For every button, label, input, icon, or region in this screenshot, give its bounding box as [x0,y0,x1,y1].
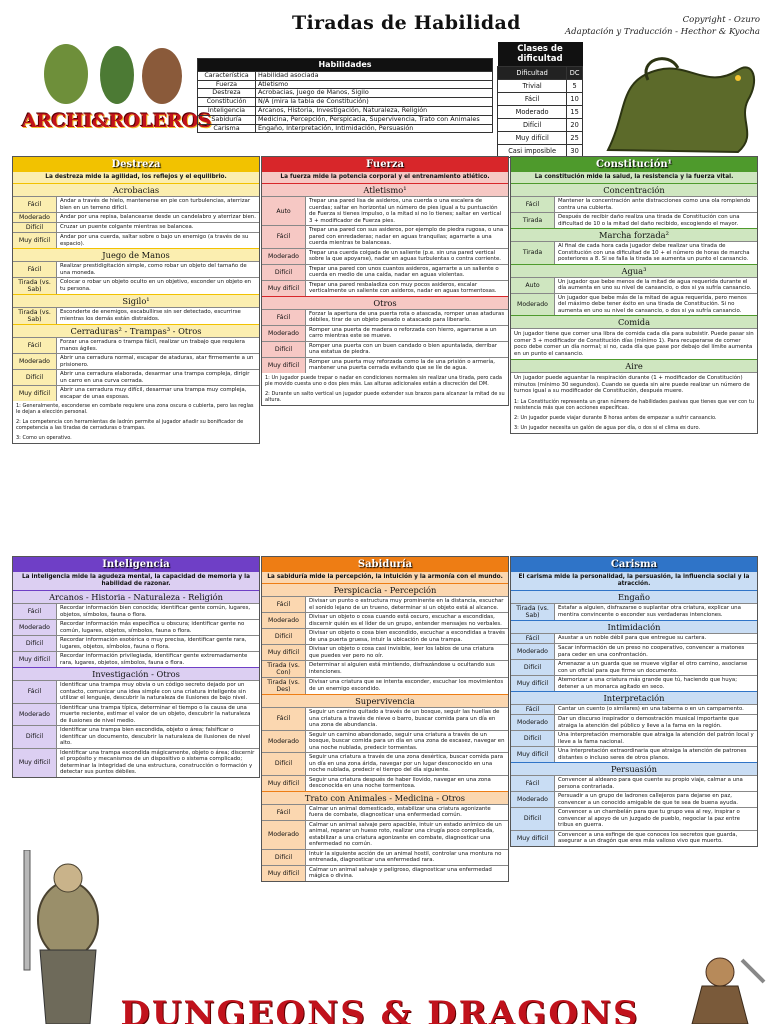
difficulty-row [262,752,508,775]
difficulty-description: Convencer a un chambelán para que tu grupo vea al rey, inspirar o convencer al apoyo de un juzgado de pueblo, negociar la paz entre tribus en guerra. [558,809,740,828]
difficulty-label: Difícil [262,342,306,357]
difficulty-row [511,196,757,212]
difficulty-row [262,849,508,865]
ability-value: Medicina, Percepción, Perspicacia, Supervivencia, Trato con Animales [256,115,493,124]
difficulty-description: Identificar una trampa típica, determinar el tiempo o la causa de una muerte reciente, estimar el valor de un objeto, descubrir la naturaleza de ilusiones de nivel medio. [60,704,251,724]
dc-value: 25 [567,132,583,145]
footnote: 1: Un jugador puede trepar o nadar en condiciones normales sin realizar una tirada, pero cada pie movido cuesta uno o dos pies más. Las alturas adicionales están a discreción del DM. [265,374,502,387]
warrior-illustration [142,48,182,104]
difficulty-label: Difícil [13,726,57,748]
difficulty-label: Tirada (vs. Con) [262,661,306,677]
difficulty-label: Fácil [511,776,555,791]
difficulty-description: Asustar a un noble débil para que entregue su cartera. [558,635,707,641]
difficulty-row [262,644,508,660]
difficulty-description: Abrir una cerradura elaborada, desarmar una trampa compleja, dirigir un carro en una curva cerrada. [60,371,250,384]
difficulty-label: Muy difícil [262,866,306,881]
section-description: La constitución mide la salud, la resistencia y la fuerza vital. [511,172,757,183]
section-description: La inteligencia mide la agudeza mental, la capacidad de memoria y la habilidad de razonar. [13,572,259,590]
difficulty-description: Una interpretación memorable que atraiga la atención del patrón local y lleve a la fama nacional. [558,732,754,745]
difficulty-row [511,791,757,807]
difficulty-label: Fácil [262,708,306,730]
subsection-title: Engaño [511,590,757,603]
difficulty-row [13,277,259,294]
difficulty-label: Moderado [13,354,57,369]
ability-key: Sabiduría [198,115,256,124]
dc-value: 20 [567,119,583,132]
ability-key: Fuerza [198,80,256,89]
page-title: Tiradas de Habilidad [292,12,521,34]
abilities-table [197,58,493,133]
difficulty-row [262,660,508,677]
credits [560,14,760,38]
difficulty-description: Divisar un objeto o cosa bien escondido, escuchar a escondidas a través de una puerta gruesa, intuir la ubicación de una trampa. [309,630,505,643]
section-description: La fuerza mide la potencia corporal y el entrenamiento atlético. [262,172,508,183]
difficulty-description: Cruzar un puente colgante mientras se balancea. [60,224,194,230]
difficulty-row [13,212,259,222]
difficulty-row [13,725,259,748]
difficulty-description: Seguir un camino quitado a través de un bosque, seguir las huellas de una criatura a través de nieve o barro, buscar comida para un día en una zona de abundancia. [309,709,500,728]
difficulty-row [511,704,757,714]
difficulty-row [13,232,259,248]
difficulty-description: Andar por una cuerda, saltar sobre o bajo un enemigo (a través de su espacio). [60,234,249,247]
subsection-title: Comida [511,315,757,328]
difficulty-row [13,353,259,369]
difficulty-row [13,196,259,212]
credit-copyright: Copyright - Ozuro [682,15,760,25]
subsection-title: Intimidación [511,620,757,633]
subsection-title: Marcha forzada² [511,228,757,241]
dc-col-header: DC [567,67,583,80]
dc-value: 10 [567,93,583,106]
difficulty-description: Andar por una repisa, balancearse desde un candelabro y aterrizar bien. [60,214,256,220]
difficulty-label: Difícil [262,850,306,865]
subsection-title: Acrobacias [13,183,259,196]
difficulty-label: Moderado [13,620,57,635]
section-description: La destreza mide la agilidad, los reflejos y el equilibrio. [13,172,259,183]
section-fuerza [261,156,509,406]
difficulty-row [13,703,259,726]
subsection-title: Interpretación [511,691,757,704]
section-inteligencia [12,556,260,778]
difficulty-description: Divisar un objeto o cosa casi invisible, leer los labios de una criatura que puedes ver pero no oír. [309,646,494,659]
difficulty-description: Romper una puerta con un buen candado o bien apuntalada, derribar una estatua de piedra. [309,342,497,355]
difficulty-description: Calmar un animal salvaje pero apacible, intuir un estado anímico de un animal, reparar un hueso roto, realizar una cirugía poco complicada, estabilizar a una criatura agonizante en combate, diagnosticar una enfermedad no común. [309,821,502,847]
difficulty-label: Fácil [511,705,555,714]
section-constitucion [510,156,758,434]
difficulty-label: Muy difícil [262,645,306,660]
difficulty-description: Cantar un cuento (o similares) en una taberna o en un campamento. [558,706,744,712]
difficulty-description: Determinar si alguien está mintiendo, disfrazándose u ocultando sus intenciones. [309,662,495,675]
difficulty-label: Auto [262,197,306,225]
difficulty-label: Moderado [262,731,306,753]
difficulty-label: Difícil [262,753,306,775]
difficulty-label: Muy difícil [511,747,555,762]
difficulty-label: Moderado [262,821,306,849]
subsection-title: Concentración [511,183,757,196]
difficulty-description: Identificar una trampa escondida mágicamente, objeto o área; discernir el propósito y mecanismos de un dispositivo o sistema complicado; determinar la integridad de una estructura, construcción o formación y detectar sus puntos débiles. [60,749,255,775]
difficulty-description: Dar un discurso inspirador o demostración musical importante que atraiga la atención del público y lleve a la fama en la región. [558,716,739,729]
difficulty-label: Difícil [511,808,555,830]
difficulty-description: Divisar un punto o estructura muy prominente en la distancia, escuchar el sonido lejano de un trueno, determinar si un objeto está al alcance. [309,598,504,611]
difficulty-description: Recordar información más específica u obscura; identificar gente no común, lugares, objetos, símbolos, fauna o flora. [60,621,245,634]
difficulty-label: Fácil [262,226,306,248]
abilities-table-title: Habilidades [198,59,493,72]
difficulty-label: Fácil [13,197,57,212]
difficulty-row [511,241,757,264]
difficulty-label: Tirada (vs. Sab) [511,604,555,620]
dungeons-dragons-brand: DUNGEONS & DRAGONS [120,994,640,1024]
difficulty-label: Muy difícil [511,831,555,846]
abilities-col-header: Característica [198,71,256,80]
dc-row [498,119,583,132]
difficulty-description: Trepar una pared con sus asideros, por ejemplo de piedra rugosa, o una pared con enredaderas; nadar en aguas tranquilas; agarrarte a una cuerda mientras te balanceas. [309,227,504,246]
difficulty-description: Colocar o robar un objeto oculto en un objetivo, esconder un objeto en tu persona. [60,279,252,292]
ability-value: Atletismo [256,80,493,89]
difficulty-label: Tirada (vs. Sab) [13,278,57,294]
section-title: Carisma [511,557,757,572]
difficulty-row [511,807,757,830]
difficulty-label: Tirada [511,213,555,228]
difficulty-label: Auto [511,278,555,293]
difficulty-description: Realizar prestidigitación simple, como robar un objeto del tamaño de una moneda. [60,263,247,276]
ability-value: N/A (mira la tabla de Constitución) [256,98,493,107]
subsection-title: Perspicacia - Percepción [262,583,508,596]
difficulty-label: Moderado [262,613,306,628]
difficulty-row [511,714,757,730]
footnote: 1: Generalmente, esconderse en combate requiere una zona oscura o cubierta, pero las reglas le dejan a elección personal. [16,403,254,415]
footnote: 2: La competencia con herramientas de ladrón permite al jugador añadir su bonificador de competencia a las tiradas de cerraduras o trampas. [16,419,244,431]
difficulty-row [511,633,757,643]
footnote: 2: Un jugador puede viajar durante 8 horas antes de empezar a sufrir cansancio. [514,414,717,421]
difficulty-description: Trepar una cuerda colgada de un saliente (p.e. sin una pared vertical sobre la que apoyarse), nadar en aguas turbulentas o contra corriente. [309,249,501,262]
difficulty-label: Muy difícil [511,676,555,691]
section-title: Constitución¹ [511,157,757,172]
difficulty-description: Divisar una criatura que se intenta esconder, escuchar los movimientos de un enemigo escondido. [309,679,504,692]
difficulty-row [13,337,259,353]
dc-table-title: Clases de dificultad [498,42,583,67]
subsection-title: Trato con Animales - Medicina - Otros [262,791,508,804]
difficulty-label: Muy difícil [262,776,306,791]
dwarf-illustration [672,952,768,1024]
difficulty-description: Sacar información de un preso no cooperativo, convencer a matones para ceder en una confrontación. [558,645,745,658]
difficulty-label: Fácil [511,197,555,212]
difficulty-description: Amenazar a un guarda que se mueve vigilar el otro camino, asociarse con un oficial para que firme un documento. [558,661,748,674]
difficulty-row [262,612,508,628]
difficulty-description: Forzar una cerradura o trampa fácil, realizar un trabajo que requiera manos ágiles. [60,339,245,352]
dc-key: Casi imposible [498,145,567,158]
difficulty-row [13,385,259,401]
difficulty-label: Moderado [511,715,555,730]
difficulty-row [511,659,757,675]
difficulty-description: Trepar una pared lisa de asideros, una cuerda o una escalera de cuerdas; saltar en horizontal un número de pies igual a tu puntuación de Fuerza si tienes impulso, o la mitad si no lo tienes; saltar en vertical 3 + modificador de Fuerza pies. [309,198,502,224]
section-destreza [12,156,260,444]
difficulty-label: Muy difícil [13,749,57,777]
difficulty-description: Calmar un animal domesticado, estabilizar una criatura agonizante fuera de combate, diagnosticar una enfermedad común. [309,805,491,818]
section-description: El carisma mide la personalidad, la persuasión, la influencia social y la atracción. [511,572,757,590]
difficulty-label: Fácil [262,805,306,820]
difficulty-row [13,369,259,385]
difficulty-row [511,277,757,293]
difficulty-description: Convencer al aldeano para que cuente su propio viaje, calmar a una persona contrariada. [558,777,743,790]
ability-key: Carisma [198,124,256,133]
difficulty-label: Muy difícil [13,386,57,401]
difficulty-row [13,651,259,667]
difficulty-description: Intuir la siguiente acción de un animal hostil, controlar una montura no entrenada, diagnosticar una enfermedad rara. [309,850,502,863]
difficulty-label: Tirada (vs. Des) [262,678,306,694]
subsection-paragraph: Un jugador puede aguantar la respiración durante (1 + modificador de Constitución) minutos (mínimo 30 segundos). Cuando se queda sin aire puede realizar un número de turnos igual a su modificador de Constitución, después muere. [511,372,757,397]
difficulty-label: Difícil [511,660,555,675]
dc-value: 15 [567,106,583,119]
difficulty-row [262,325,508,341]
difficulty-label: Difícil [13,636,57,651]
difficulty-description: Seguir una criatura después de haber llovido, navegar en una zona desconocida en una noche tormentosa. [309,776,491,789]
ability-row [198,115,493,124]
difficulty-description: Abrir una cerradura normal, escapar de ataduras, atar firmemente a un prisionero. [60,355,254,368]
difficulty-row [13,748,259,777]
difficulty-row [262,196,508,225]
difficulty-label: Tirada [511,242,555,264]
difficulty-description: Forzar la apertura de una puerta rota o atascada, romper unas ataduras débiles, tirar de un objeto pesado o atascado para liberarlo. [309,310,505,323]
difficulty-description: Un jugador que bebe más de la mitad de agua requerida, pero menos del máximo debe tener éxito en una tirada de Constitución. Si no aumenta en uno su nivel de cansancio, o dos si ya sufría cansancio. [558,294,747,314]
dc-key: Muy difícil [498,132,567,145]
difficulty-label: Muy difícil [13,652,57,667]
section-title: Destreza [13,157,259,172]
logo-text: ARCHI&ROLEROS [22,110,212,132]
difficulty-row [262,628,508,644]
difficulty-description: Recordar información bien conocida; identificar gente común, lugares, objetos, símbolos, fauna o flora. [60,605,251,618]
difficulty-label: Moderado [262,249,306,264]
subsection-title: Aire [511,359,757,372]
difficulty-label: Fácil [262,597,306,612]
ability-key: Destreza [198,89,256,98]
difficulty-description: Recordar información esotérica o muy precisa, identificar gente rara, lugares, objetos, símbolos, fauna o flora. [60,637,247,650]
subsection-title: Investigación - Otros [13,667,259,680]
difficulty-description: Seguir un camino abandonado, seguir una criatura a través de un bosque, buscar comida para un día en una zona de escasez, navegar en una noche nublada, predecir tormentas. [309,731,505,751]
dc-col-header: Dificultad [498,67,567,80]
dc-value: 30 [567,145,583,158]
difficulty-description: Calmar un animal salvaje y peligroso, diagnosticar una enfermedad mágica o divina. [309,866,492,879]
difficulty-label: Fácil [13,338,57,353]
ability-value: Acrobacias, Juego de Manos, Sigilo [256,89,493,98]
subsection-title: Arcanos - Historia - Naturaleza - Religión [13,590,259,603]
medusa-illustration [44,44,88,104]
difficulty-row [262,357,508,373]
difficulty-row [262,775,508,791]
difficulty-row [511,746,757,762]
difficulty-label: Moderado [13,213,57,222]
difficulty-description: Identificar una trampa muy obvia o un código secreto dejado por un contacto, comunicar una idea simple con una criatura inteligente sin utilizar el lenguaje, descubrir la naturaleza de ilusiones de bajo nivel. [60,682,248,701]
footnote: 3: Como un operativo. [16,435,72,441]
difficulty-description: Atemorizar a una criatura más grande que tú, haciendo que huya; detener a un monarca agitado en seco. [558,677,738,690]
dragon-illustration [588,40,768,160]
ability-key: Inteligencia [198,106,256,115]
difficulty-row [13,222,259,232]
subsection-title: Persuasión [511,762,757,775]
difficulty-description: Un jugador que bebe menos de la mitad de agua requerida durante el día aumenta en uno su nivel de cansancio, o dos si ya sufría cansancio. [558,278,752,291]
difficulty-label: Difícil [13,370,57,385]
difficulty-description: Identificar una trampa bien escondida, objeto o área; falsificar o identificar un documento, descubrir la naturaleza de ilusiones de nivel alto. [60,727,251,746]
difficulty-row [511,293,757,316]
difficulty-description: Mantener la concentración ante distracciones como una ola rompiendo contra una cubierta. [558,198,751,211]
difficulty-row [262,730,508,753]
difficulty-description: Romper una puerta de madera o reforzada con hierro, agarrarse a un carro mientras este se mueve. [309,326,497,339]
difficulty-label: Difícil [511,731,555,746]
difficulty-row [13,680,259,703]
footnote: 1: La Constitución representa un gran número de habilidades pasivas que tienes que ver con tu resistencia más que con acciones específicas. [514,398,754,411]
difficulty-description: Estafar a alguien, disfrazarse o suplantar otra criatura, explicar una mentira convincente o esconder sus verdaderas intenciones. [558,605,741,618]
difficulty-row [511,830,757,846]
dc-key: Fácil [498,93,567,106]
subsection-title: Supervivencia [262,694,508,707]
difficulty-label: Fácil [13,681,57,703]
difficulty-description: Abrir una cerradura muy difícil, desarmar una trampa muy compleja, escapar de unas esposas. [60,387,247,400]
difficulty-row [13,619,259,635]
difficulty-description: Recordar información privilegiada, identificar gente extremadamente rara, lugares, objetos, símbolos, fauna o flora. [60,653,248,666]
dc-value: 5 [567,80,583,93]
subsection-title: Sigilo¹ [13,294,259,307]
difficulty-description: Seguir una criatura a través de una zona desértica, buscar comida para un día en una zona árida, navegar por un lugar desconocido en una noche nublada, predecir el tiempo del día siguiente. [309,754,504,773]
difficulty-label: Difícil [13,223,57,232]
difficulty-row [262,341,508,357]
difficulty-description: Persuadir a un grupo de ladrones callejeros para dejarse en paz, convencer a un conocido amigable de que te sea de buena ayuda. [558,793,738,806]
section-sabiduria [261,556,509,882]
footnote: 3: Un jugador necesita un galón de agua por día, o dos si el clima es duro. [514,424,701,431]
subsection-title: Juego de Manos [13,248,259,261]
goblin-illustration [100,46,134,104]
difficulty-row [511,675,757,691]
dc-row [498,80,583,93]
difficulty-label: Difícil [262,265,306,280]
difficulty-label: Moderado [511,644,555,659]
difficulty-label: Moderado [511,294,555,316]
ability-key: Constitución [198,98,256,107]
difficulty-row [511,775,757,791]
difficulty-row [13,261,259,277]
section-carisma [510,556,758,847]
difficulty-label: Difícil [262,629,306,644]
difficulty-row [262,865,508,881]
difficulty-row [13,635,259,651]
difficulty-label: Muy difícil [13,233,57,248]
archiroleros-logo [14,40,212,150]
difficulty-description: Divisar un objeto o cosa cuando está oscuro, escuchar a escondidas, discernir quién es el líder de un grupo, entender mensajes no verbales. [309,614,502,627]
credit-translation: Adaptación y Traducción - Hecthor & Kyocha [565,27,760,37]
dc-row [498,93,583,106]
subsection-title: Otros [262,296,508,309]
difficulty-row [262,707,508,730]
section-title: Sabiduría [262,557,508,572]
difficulty-row [262,677,508,694]
difficulty-row [262,804,508,820]
difficulty-row [262,309,508,325]
difficulty-label: Muy difícil [262,281,306,296]
difficulty-description: Trepar una pared con unos cuantos asideros, agarrarte a un saliente o cuerda en medio de una caída, nadar en aguas violentas. [309,265,499,278]
difficulty-label: Fácil [13,262,57,277]
difficulty-row [262,596,508,612]
ability-value: Arcanos, Historia, Investigación, Naturaleza, Religión [256,106,493,115]
difficulty-row [511,643,757,659]
subsection-title: Atletismo¹ [262,183,508,196]
difficulty-row [511,212,757,228]
difficulty-description: Esconderte de enemigos, escabullirse sin ser detectado, escurrirse mientras los demás están distraídos. [60,309,241,322]
ability-row [198,124,493,133]
section-title: Inteligencia [13,557,259,572]
footnote: 2: Durante un salto vertical un jugador puede extender sus brazos para alcanzar la mitad de su altura. [265,390,505,403]
difficulty-label: Fácil [13,604,57,619]
dc-row [498,106,583,119]
difficulty-row [262,820,508,849]
ability-value: Engaño, Interpretación, Intimidación, Persuasión [256,124,493,133]
difficulty-description: Después de recibir daño realiza una tirada de Constitución con una dificultad de 10 o la mitad del daño recibido, escogiendo el mayor. [558,214,740,227]
difficulty-row [262,225,508,248]
difficulty-description: Romper una puerta muy reforzada como la de una prisión o armería, mantener una puerta cerrada evitando que se líe de agua. [309,358,495,371]
section-title: Fuerza [262,157,508,172]
dc-key: Moderado [498,106,567,119]
difficulty-label: Moderado [13,704,57,726]
difficulty-row [262,280,508,296]
difficulty-label: Moderado [511,792,555,807]
difficulty-classes-table [497,42,583,158]
section-description: La sabiduría mide la percepción, la intuición y la armonía con el mundo. [262,572,508,583]
difficulty-row [13,603,259,619]
difficulty-label: Fácil [262,310,306,325]
difficulty-label: Moderado [262,326,306,341]
difficulty-row [13,307,259,324]
subsection-title: Agua³ [511,264,757,277]
difficulty-label: Muy difícil [262,358,306,373]
difficulty-description: Al final de cada hora cada jugador debe realizar una tirada de Constitución con una dificultad de 10 + el número de horas de marcha posteriores a 8. Si se falla la tirada se aumenta un punto el cansancio. [558,243,750,262]
difficulty-row [262,248,508,264]
difficulty-description: Una interpretación extraordinaria que atraiga la atención de patrones distantes o incluso seres de otros planos. [558,748,747,761]
difficulty-description: Andar a través de hielo, mantenerse en pie con turbulencias, aterrizar bien en un terreno difícil. [60,198,251,211]
ability-row [198,106,493,115]
difficulty-description: Convencer a una esfinge de que conoces los secretos que guarda, asegurar a un dragón que eres más valioso vivo que muerto. [558,831,738,844]
difficulty-row [511,730,757,746]
subsection-paragraph: Un jugador tiene que comer una libra de comida cada día para subsistir. Puede pasar sin comer 3 + modificador de Constitución días (mínimo 1). Para recuperarse de comer poco debe comer un día normal; si no, cada día que pase por debajo del límite aumenta en un punto el cansancio. [511,328,757,359]
difficulty-description: Trepar una pared resbaladiza con muy pocos asideros, escalar verticalmente un saliente con asideros, nadar en aguas tormentosas. [309,281,497,294]
abilities-col-header: Habilidad asociada [256,71,493,80]
difficulty-label: Fácil [511,634,555,643]
difficulty-label: Tirada (vs. Sab) [13,308,57,324]
difficulty-row [511,603,757,620]
subsection-title: Cerraduras² - Trampas³ - Otros [13,324,259,337]
dc-row [498,132,583,145]
dc-key: Difícil [498,119,567,132]
dc-key: Trivial [498,80,567,93]
difficulty-row [262,264,508,280]
